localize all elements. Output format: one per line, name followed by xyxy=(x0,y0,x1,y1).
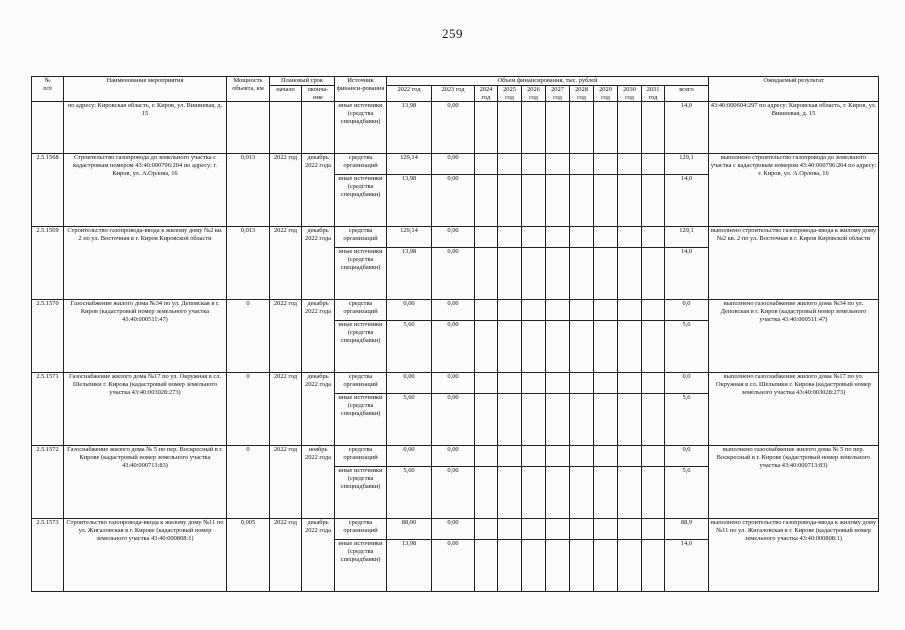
empty-year-cell xyxy=(546,467,570,519)
table-row xyxy=(32,154,879,175)
empty-year-cell xyxy=(642,446,665,467)
empty-year-cell xyxy=(522,467,546,519)
row-2023-organizations: 0,00 xyxy=(432,154,475,175)
row-source-organizations: средства организаций xyxy=(335,446,387,467)
empty-year-cell xyxy=(498,300,522,321)
empty-year-cell xyxy=(570,175,594,227)
table-row xyxy=(32,519,879,540)
row-2022-organizations: 0,00 xyxy=(387,446,432,467)
empty-year-cell xyxy=(546,540,570,592)
empty-year-cell xyxy=(594,540,618,592)
empty-year-cell xyxy=(546,519,570,540)
row-2023-organizations: 0,00 xyxy=(432,373,475,394)
row-name: Строительство газопровода до земельного участка с кадастровым номером 43:40:000796:204 по адресу: г. Киров, ул. А.Орлова, 16 xyxy=(64,154,227,227)
continued-name: по адресу: Кировская область, г. Киров, ул. Вишневая, д. 15 xyxy=(64,102,227,154)
row-2023-other: 0,00 xyxy=(432,321,475,373)
empty-year-cell xyxy=(618,300,642,321)
empty-year-cell xyxy=(618,373,642,394)
empty-year-cell xyxy=(498,519,522,540)
row-end: декабрь 2022 года xyxy=(302,154,335,227)
row-source-other: иные источники (средства спецнадбавки) xyxy=(335,321,387,373)
row-end: декабрь 2022 года xyxy=(302,227,335,300)
row-total-organizations: 129,1 xyxy=(665,154,709,175)
empty-year-cell xyxy=(475,227,498,248)
empty-year-cell xyxy=(475,467,498,519)
empty-year-cell xyxy=(618,321,642,373)
empty-year-cell xyxy=(594,446,618,467)
header-2031: 2031 год xyxy=(642,86,665,102)
header-result: Ожидаемый результат xyxy=(709,77,879,102)
row-end: ноябрь 2022 года xyxy=(302,446,335,519)
row-2023-other: 0,00 xyxy=(432,467,475,519)
empty-year-cell xyxy=(570,227,594,248)
header-end: оконча-ние xyxy=(302,86,335,102)
header-2030: 2030 год xyxy=(618,86,642,102)
table-body xyxy=(32,102,879,592)
empty-year-cell xyxy=(570,154,594,175)
row-2022-other: 13,98 xyxy=(387,248,432,300)
empty-year-cell xyxy=(546,248,570,300)
empty-year-cell xyxy=(618,446,642,467)
empty-year-cell xyxy=(570,248,594,300)
empty-year-cell xyxy=(642,321,665,373)
row-number: 2.5.1569 xyxy=(32,227,64,300)
empty-year-cell xyxy=(642,373,665,394)
header-2024: 2024 год xyxy=(475,86,498,102)
row-2022-other: 13,98 xyxy=(387,540,432,592)
empty-year-cell xyxy=(570,321,594,373)
table-row xyxy=(32,227,879,248)
empty-year-cell xyxy=(475,373,498,394)
table-header xyxy=(32,77,879,102)
header-capacity: Мощность объекта, км xyxy=(227,77,270,102)
empty-year-cell xyxy=(498,540,522,592)
row-2023-organizations: 0,00 xyxy=(432,519,475,540)
row-2022-other: 5,60 xyxy=(387,321,432,373)
empty-year-cell xyxy=(642,248,665,300)
header-plan-period: Плановый срок xyxy=(270,77,335,86)
row-source-organizations: средства организаций xyxy=(335,227,387,248)
empty-year-cell xyxy=(594,394,618,446)
header-2023: 2023 год xyxy=(432,86,475,102)
empty-year-cell xyxy=(570,540,594,592)
row-2022-other: 13,98 xyxy=(387,175,432,227)
empty-year-cell xyxy=(570,373,594,394)
row-source-other: иные источники (средства спецнадбавки) xyxy=(335,540,387,592)
row-source-other: иные источники (средства спецнадбавки) xyxy=(335,248,387,300)
row-capacity: 0 xyxy=(227,446,270,519)
row-start: 2022 год xyxy=(270,446,302,519)
empty-year-cell xyxy=(618,227,642,248)
empty-year-cell xyxy=(618,154,642,175)
header-2022: 2022 год xyxy=(387,86,432,102)
row-source-other: иные источники (средства спецнадбавки) xyxy=(335,394,387,446)
empty-year-cell xyxy=(498,248,522,300)
row-capacity: 0,013 xyxy=(227,154,270,227)
row-2022-organizations: 129,14 xyxy=(387,154,432,175)
row-source-organizations: средства организаций xyxy=(335,519,387,540)
row-number: 2.5.1568 xyxy=(32,154,64,227)
row-end: декабрь 2022 года xyxy=(302,373,335,446)
empty-year-cell xyxy=(618,519,642,540)
row-total-other: 5,6 xyxy=(665,321,709,373)
empty-year-cell xyxy=(618,175,642,227)
empty-year-cell xyxy=(522,175,546,227)
table-row xyxy=(32,300,879,321)
row-total-organizations: 88,9 xyxy=(665,519,709,540)
empty-year-cell xyxy=(642,519,665,540)
empty-year-cell xyxy=(522,300,546,321)
empty-year-cell xyxy=(546,373,570,394)
row-2022-organizations: 129,14 xyxy=(387,227,432,248)
empty-year-cell xyxy=(522,154,546,175)
empty-year-cell xyxy=(498,321,522,373)
row-name: Газоснабжение жилого дома №17 по ул. Окружная в сл. Шельпики г. Кирова (кадастровый номер земельного участка 43:40:003028:273) xyxy=(64,373,227,446)
continued-source: иные источники (средства спецнадбавки) xyxy=(335,102,387,154)
empty-year-cell xyxy=(594,248,618,300)
row-total-other: 14,0 xyxy=(665,540,709,592)
header-2026: 2026 год xyxy=(522,86,546,102)
row-start: 2022 год xyxy=(270,519,302,592)
row-name: Газоснабжение жилого дома №34 по ул. Деповская в г. Киров (кадастровый номер земельного участка 43:40:000511:47) xyxy=(64,300,227,373)
row-result: выполнено строительство газопровода-ввода к жилому дому №2 кв. 2 по ул. Восточная в г. Киров Кировской области xyxy=(709,227,879,300)
empty-year-cell xyxy=(475,394,498,446)
empty-year-cell xyxy=(546,300,570,321)
row-2022-organizations: 0,00 xyxy=(387,373,432,394)
row-start: 2022 год xyxy=(270,227,302,300)
empty-year-cell xyxy=(522,227,546,248)
empty-year-cell xyxy=(475,321,498,373)
empty-year-cell xyxy=(594,373,618,394)
row-total-other: 14,0 xyxy=(665,248,709,300)
row-total-organizations: 0,0 xyxy=(665,300,709,321)
header-name: Наименование мероприятия xyxy=(64,77,227,102)
row-total-organizations: 0,0 xyxy=(665,373,709,394)
empty-year-cell xyxy=(594,300,618,321)
row-end: декабрь 2022 года xyxy=(302,519,335,592)
header-2027: 2027 год xyxy=(546,86,570,102)
financing-table xyxy=(31,76,879,592)
empty-year-cell xyxy=(618,467,642,519)
row-capacity: 0,013 xyxy=(227,227,270,300)
empty-year-cell xyxy=(498,373,522,394)
empty-year-cell xyxy=(570,446,594,467)
continued-result: 43:40:000604:297 по адресу: Кировская область, г. Киров, ул. Вишневая, д. 15 xyxy=(709,102,879,154)
row-2023-organizations: 0,00 xyxy=(432,446,475,467)
header-volume: Объем финансирования, тыс. рублей xyxy=(387,77,709,86)
empty-year-cell xyxy=(546,154,570,175)
empty-year-cell xyxy=(498,446,522,467)
empty-year-cell xyxy=(522,540,546,592)
row-result: выполнено газоснабжение жилого дома №34 по ул. Деповская в г. Киров (кадастровый номер земельного участка 43:40:000511:47) xyxy=(709,300,879,373)
empty-year-cell xyxy=(570,467,594,519)
row-source-other: иные источники (средства спецнадбавки) xyxy=(335,175,387,227)
empty-year-cell xyxy=(475,248,498,300)
row-total-other: 14,0 xyxy=(665,175,709,227)
empty-year-cell xyxy=(498,467,522,519)
row-2023-organizations: 0,00 xyxy=(432,300,475,321)
empty-year-cell xyxy=(594,467,618,519)
empty-year-cell xyxy=(642,300,665,321)
row-total-organizations: 129,1 xyxy=(665,227,709,248)
empty-year-cell xyxy=(594,175,618,227)
header-total: всего xyxy=(665,86,709,102)
empty-year-cell xyxy=(475,446,498,467)
row-source-organizations: средства организаций xyxy=(335,300,387,321)
row-capacity: 0 xyxy=(227,373,270,446)
row-end: декабрь 2022 года xyxy=(302,300,335,373)
empty-year-cell xyxy=(522,321,546,373)
table-row xyxy=(32,102,879,154)
row-start: 2022 год xyxy=(270,154,302,227)
row-2023-other: 0,00 xyxy=(432,175,475,227)
empty-year-cell xyxy=(522,248,546,300)
row-start: 2022 год xyxy=(270,300,302,373)
empty-year-cell xyxy=(618,540,642,592)
row-source-organizations: средства организаций xyxy=(335,154,387,175)
row-number: 2.5.1572 xyxy=(32,446,64,519)
empty-year-cell xyxy=(522,446,546,467)
row-total-other: 5,6 xyxy=(665,394,709,446)
row-total-other: 5,6 xyxy=(665,467,709,519)
empty-year-cell xyxy=(522,519,546,540)
empty-year-cell xyxy=(475,300,498,321)
empty-year-cell xyxy=(498,394,522,446)
empty-year-cell xyxy=(570,300,594,321)
empty-year-cell xyxy=(546,446,570,467)
header-2029: 2029 год xyxy=(594,86,618,102)
header-2025: 2025 год xyxy=(498,86,522,102)
row-name: Строительство газопровода-ввода к жилому дому №2 кв. 2 по ул. Восточная в г. Киров Кировской области xyxy=(64,227,227,300)
empty-year-cell xyxy=(522,373,546,394)
row-name: Строительство газопровода-ввода к жилому дому №11 по ул. Жигаловская в г. Кирове (кадастровый номер земельного участка 43:40:000808:1) xyxy=(64,519,227,592)
empty-year-cell xyxy=(594,227,618,248)
row-2022-other: 5,60 xyxy=(387,394,432,446)
empty-year-cell xyxy=(570,519,594,540)
continued-2023: 0,00 xyxy=(432,102,475,154)
empty-year-cell xyxy=(522,394,546,446)
row-2022-other: 5,60 xyxy=(387,467,432,519)
empty-year-cell xyxy=(618,248,642,300)
row-number: 2.5.1570 xyxy=(32,300,64,373)
empty-year-cell xyxy=(594,154,618,175)
header-source: Источник финанси-рования xyxy=(335,77,387,102)
empty-year-cell xyxy=(642,227,665,248)
empty-year-cell xyxy=(475,519,498,540)
row-result: выполнено газоснабжение жилого дома №17 по ул. Окружная в сл. Шельпики г. Кирова (кадастровый номер земельного участка 43:40:003028:273) xyxy=(709,373,879,446)
row-source-other: иные источники (средства спецнадбавки) xyxy=(335,467,387,519)
empty-year-cell xyxy=(475,540,498,592)
empty-year-cell xyxy=(642,540,665,592)
header-start: начало xyxy=(270,86,302,102)
continued-2022: 13,98 xyxy=(387,102,432,154)
row-name: Газоснабжение жилого дома № 5 по пер. Воскресный в г. Кирове (кадастровый номер земельного участка 43:40:000713:83) xyxy=(64,446,227,519)
empty-year-cell xyxy=(642,154,665,175)
row-number: 2.5.1571 xyxy=(32,373,64,446)
empty-year-cell xyxy=(498,175,522,227)
row-result: выполнено газоснабжение жилого дома № 5 по пер. Воскресный в г. Кирове (кадастровый номер земельного участка 43:40:000713:83) xyxy=(709,446,879,519)
empty-year-cell xyxy=(498,154,522,175)
empty-year-cell xyxy=(642,467,665,519)
table-row xyxy=(32,446,879,467)
empty-year-cell xyxy=(546,227,570,248)
empty-year-cell xyxy=(642,175,665,227)
header-num: № п/п xyxy=(32,77,64,102)
empty-year-cell xyxy=(618,394,642,446)
header-2028: 2028 год xyxy=(570,86,594,102)
row-capacity: 0 xyxy=(227,300,270,373)
empty-year-cell xyxy=(642,394,665,446)
row-result: выполнено строительство газопровода до земельного участка с кадастровым номером 43:40:000796:204 по адресу: г. Киров, ул. А.Орлова, 16 xyxy=(709,154,879,227)
row-number: 2.5.1573 xyxy=(32,519,64,592)
empty-year-cell xyxy=(570,394,594,446)
row-2023-other: 0,00 xyxy=(432,248,475,300)
table-row xyxy=(32,373,879,394)
empty-year-cell xyxy=(475,175,498,227)
empty-year-cell xyxy=(546,321,570,373)
row-source-organizations: средства организаций xyxy=(335,373,387,394)
row-2023-other: 0,00 xyxy=(432,540,475,592)
empty-year-cell xyxy=(475,154,498,175)
row-result: выполнено строительство газопровода-ввода к жилому дому №11 по ул. Жигаловская в г. Кирове (кадастровый номер земельного участка 43:40:000808:1) xyxy=(709,519,879,592)
row-2023-organizations: 0,00 xyxy=(432,227,475,248)
row-2022-organizations: 88,90 xyxy=(387,519,432,540)
empty-year-cell xyxy=(594,321,618,373)
page-number: 259 xyxy=(442,26,463,41)
empty-year-cell xyxy=(546,394,570,446)
row-capacity: 0,005 xyxy=(227,519,270,592)
row-2022-organizations: 0,00 xyxy=(387,300,432,321)
row-2023-other: 0,00 xyxy=(432,394,475,446)
continued-total: 14,0 xyxy=(665,102,709,154)
row-total-organizations: 0,0 xyxy=(665,446,709,467)
empty-year-cell xyxy=(498,227,522,248)
empty-year-cell xyxy=(594,519,618,540)
row-start: 2022 год xyxy=(270,373,302,446)
empty-year-cell xyxy=(546,175,570,227)
